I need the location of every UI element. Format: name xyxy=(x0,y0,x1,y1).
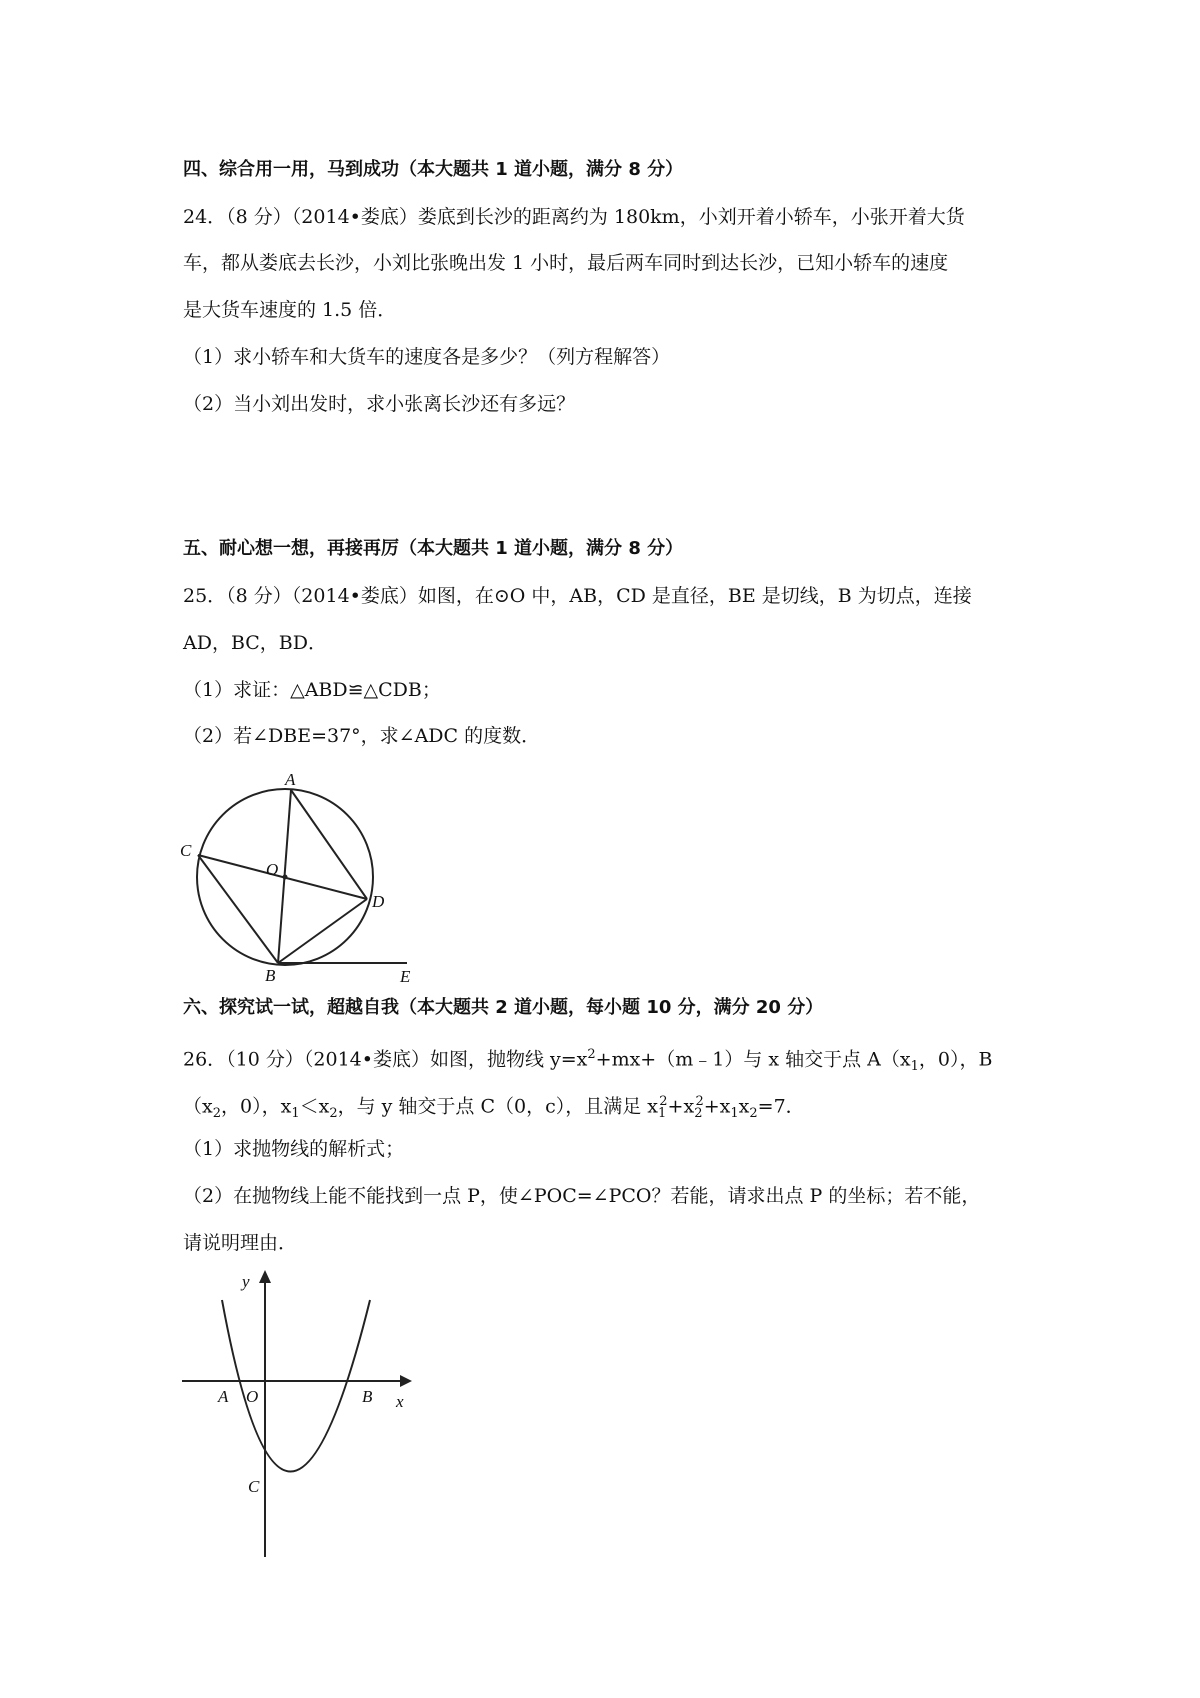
x-axis-arrow xyxy=(400,1375,412,1387)
y-axis-arrow xyxy=(259,1270,271,1283)
label-o: O xyxy=(266,860,279,879)
q24-text-line-2: 车，都从娄底去长沙，小刘比张晚出发 1 小时，最后两车同时到达长沙，已知小轿车的速度 xyxy=(183,252,949,274)
label-a: A xyxy=(285,770,296,789)
label-y: y xyxy=(242,1272,250,1291)
section-4-heading: 四、综合用一用，马到成功（本大题共 1 道小题，满分 8 分） xyxy=(183,159,684,180)
label-e: E xyxy=(400,967,411,985)
q25-part-2: （2）若∠DBE=37°，求∠ADC 的度数． xyxy=(183,725,541,747)
parabola-curve xyxy=(222,1300,370,1472)
section-5-heading: 五、耐心想一想，再接再厉（本大题共 1 道小题，满分 8 分） xyxy=(183,538,684,559)
q24-part-1: （1）求小轿车和大货车的速度各是多少？（列方程解答） xyxy=(183,346,671,368)
parabola-figure xyxy=(170,1265,430,1560)
q24-text-line-1: 24．（8 分）（2014•娄底）娄底到长沙的距离约为 180km，小刘开着小轿车，小张开着大货 xyxy=(183,206,965,228)
q24-text-line-3: 是大货车速度的 1.5 倍． xyxy=(183,299,397,321)
label-b: B xyxy=(265,966,276,985)
q26-part-2-line-1: （2）在抛物线上能不能找到一点 P，使∠POC=∠PCO？若能，请求出点 P 的坐标；若不能， xyxy=(183,1185,981,1207)
q24-part-2: （2）当小刘出发时，求小张离长沙还有多远？ xyxy=(183,393,576,415)
q26-text-line-2: （$x_2$，0），$x_1<x_2$，与 y 轴交于点 C（0，c），且满足 $x_1^2+x_2^2+x_1x_2=7$． xyxy=(183,1094,805,1122)
q25-text-line-2: AD，BC，BD． xyxy=(183,632,328,654)
label-d: D xyxy=(372,892,385,911)
q25-text-line-1: 25．（8 分）（2014•娄底）如图，在⊙O 中，AB，CD 是直径，BE 是切线，B 为切点，连接 xyxy=(183,585,972,607)
q26-part-2-line-2: 请说明理由． xyxy=(183,1232,298,1254)
label-o: O xyxy=(246,1387,259,1406)
label-c: C xyxy=(180,841,192,860)
label-c: C xyxy=(248,1477,260,1496)
q26-text-line-1: 26．（10 分）（2014•娄底）如图，抛物线 $y=x^2+mx+(m﹣1)$与 x 轴交于点 $A(x_1$，0），B xyxy=(183,1047,993,1075)
label-x: x xyxy=(396,1392,404,1411)
label-a: A xyxy=(218,1387,229,1406)
center-point-o xyxy=(283,875,288,880)
label-b: B xyxy=(362,1387,373,1406)
section-6-heading: 六、探究试一试，超越自我（本大题共 2 道小题，每小题 10 分，满分 20 分） xyxy=(183,997,824,1018)
q25-part-1: （1）求证：△ABD≌△CDB； xyxy=(183,679,441,701)
q26-part-1: （1）求抛物线的解析式； xyxy=(183,1138,405,1160)
circle-figure xyxy=(170,765,430,985)
